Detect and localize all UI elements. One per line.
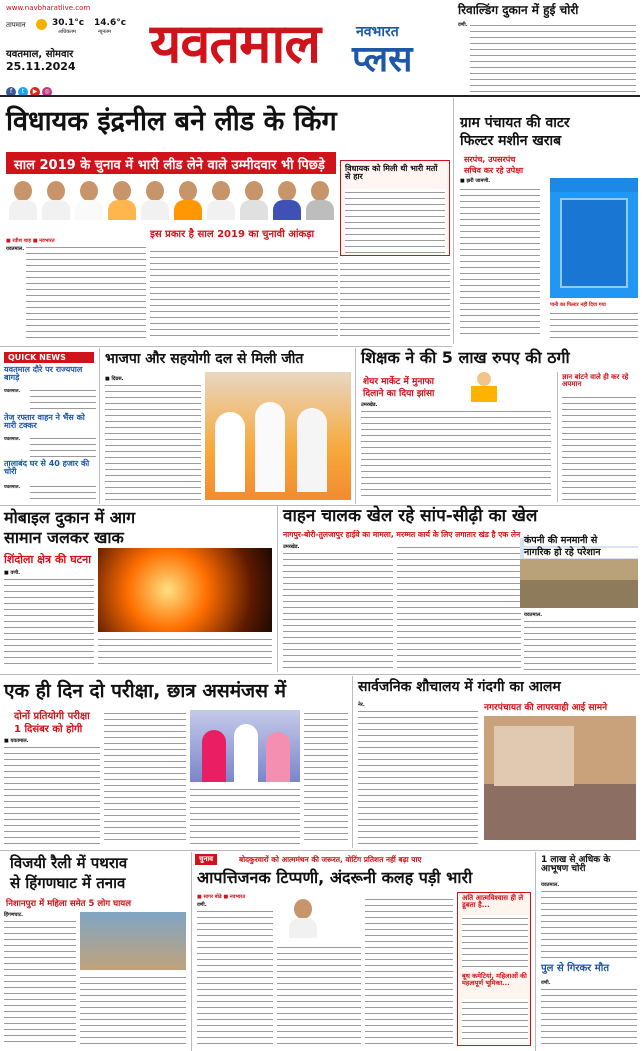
headline: वाहन चालक खेल रहे सांप-सीढ़ी का खेल	[283, 506, 538, 526]
headline-line-2: से हिंगणघाट में तनाव	[10, 874, 126, 892]
story-two-exams	[0, 676, 350, 848]
story-bjp-victory	[101, 348, 353, 504]
story-teacher-fraud	[357, 348, 640, 504]
subhead: शिंदोला क्षेत्र की घटना	[4, 553, 92, 566]
photo-caption: पानी का फिल्टर नहीं दिया गया	[550, 302, 606, 308]
headline: रिवाल्डिंग दुकान में हुई चोरी	[458, 3, 579, 17]
brand-navbharat: नवभारत	[356, 24, 399, 40]
weather-box	[6, 18, 146, 40]
water-filter-photo	[550, 178, 638, 298]
headline-line-2: फिल्टर मशीन खराब	[460, 133, 562, 149]
subhead-line-2: 1 दिसंबर को होगी	[14, 724, 83, 735]
temperature-label: तापमान	[6, 21, 26, 29]
dateline: हिंगणघाट.	[4, 912, 24, 918]
subhead-line-2: दिलाने का दिया झांसा	[363, 389, 435, 399]
chart-title: इस प्रकार है साल 2019 का चुनावी आंकड़ा	[150, 229, 315, 240]
candidate-portrait	[237, 178, 271, 220]
candidate-portrait	[105, 178, 139, 220]
inset-heading-1: अति आत्मविश्वास ही ले डूबता है...	[462, 894, 524, 910]
quick-news-dateline: यवतमाल.	[4, 437, 21, 442]
politician-portrait	[283, 896, 323, 940]
temp-min-label: न्यूनतम	[98, 29, 111, 35]
lead-byline: ■ रवीश शाह ■ नवभारत	[6, 238, 55, 244]
kicker: बोदकुरवारों को आत्ममंथन की जरूरत, वोटिंग प्रतिशत नहीं बढ़ा पाए	[239, 855, 422, 864]
masthead	[0, 0, 448, 94]
dateline: ■ वणी.	[4, 570, 21, 576]
dateline: वणी.	[541, 980, 551, 986]
story-mobile-fire	[0, 506, 276, 672]
quick-news-column	[0, 348, 98, 504]
dateline: वणी.	[197, 902, 207, 908]
quick-news-dateline: यवतमाल.	[4, 485, 21, 490]
teacher-illustration	[469, 372, 501, 402]
inset-heading-2: बूथ कमेटियां, महिलाओं की महत्वपूर्ण भूमिका...	[462, 972, 527, 987]
lead-dateline: यवतमाल.	[6, 246, 25, 252]
subhead-line-1: शेयर मार्केट में मुनाफा	[363, 377, 434, 387]
story-bridge-death	[537, 962, 640, 1051]
brand-plus: प्लस	[352, 39, 413, 80]
story-jewelry-theft	[537, 852, 640, 962]
quick-news-label: QUICK NEWS	[4, 352, 94, 363]
dateline: ■ दिग्रस.	[105, 376, 124, 382]
story-water-filter	[456, 98, 640, 344]
facebook-icon[interactable]: f	[6, 87, 16, 97]
candidate-portrait	[6, 178, 40, 220]
edition-date: 25.11.2024	[6, 60, 76, 73]
headline-line-1: मोबाइल दुकान में आग	[4, 508, 136, 527]
candidate-portrait	[303, 178, 337, 220]
sidebar-heading: ज्ञान बांटने वाले ही कर रहे अपमान	[562, 373, 629, 389]
dateline: ■ यवतमाल.	[4, 738, 29, 744]
candidate-portraits	[6, 178, 336, 226]
headline: एक ही दिन दो परीक्षा, छात्र असमंजस में	[4, 680, 286, 702]
subhead: निशानपुरा में महिला समेत 5 लोग घायल	[6, 899, 131, 909]
section-tag: चुनाव	[195, 854, 217, 865]
students-photo	[190, 710, 300, 782]
headline-line-1: कंपनी की मनमानी से	[524, 536, 640, 546]
quick-news-headline: तेज रफ्तार वाहन ने भैंस को मारी टक्कर	[4, 413, 85, 431]
dateline: यवतमाल.	[524, 612, 543, 618]
lead-highlight-box	[340, 160, 450, 256]
headline: पुल से गिरकर मौत	[541, 963, 610, 974]
candidate-portrait	[39, 178, 73, 220]
edition-city-day: यवतमाल, सोमवार	[6, 49, 74, 60]
candidate-portrait	[72, 178, 106, 220]
headline-line-1: ग्राम पंचायत की वाटर	[460, 115, 570, 131]
quick-news-dateline: यवतमाल.	[4, 389, 21, 394]
instagram-icon[interactable]: ◎	[42, 87, 52, 97]
dateline: नेर.	[358, 702, 365, 708]
body-text	[470, 22, 636, 92]
candidate-portrait	[270, 178, 304, 220]
dateline: उमरखेड.	[361, 402, 378, 408]
youtube-icon[interactable]: ▶	[30, 87, 40, 97]
sidebar-box	[557, 372, 637, 502]
celebration-photo	[205, 372, 351, 500]
story-theft-welding	[454, 0, 640, 94]
lead-subhead: साल 2019 के चुनाव में भारी लीड लेने वाले उम्मीदवार भी पिछड़े	[6, 152, 336, 174]
dateline: ■ झरी जामणी.	[460, 178, 491, 184]
headline: शिक्षक ने की 5 लाख रुपए की ठगी	[361, 348, 570, 367]
story-public-toilet	[354, 676, 640, 848]
headline-line-1: विजयी रैली में पथराव	[10, 854, 128, 872]
headline: सार्वजनिक शौचालय में गंदगी का आलम	[358, 679, 561, 695]
headline: 1 लाख से अधिक के आभूषण चोरी	[541, 855, 611, 875]
candidate-portrait	[138, 178, 172, 220]
masthead-title: यवतमाल	[150, 12, 321, 75]
temp-max-label: अधिकतम	[58, 29, 76, 35]
inset-box	[457, 892, 531, 1046]
headline-line-2: नागरिक हो रहे परेशान	[524, 548, 640, 558]
subhead: नागपुर-बोरी-तुलजापुर हाईवे का मामला, मरम्मत कार्य के लिए लगातार खंड है एक लेन	[283, 530, 521, 539]
fire-photo	[98, 548, 272, 632]
candidate-portrait	[171, 178, 205, 220]
subhead-line-1: दोनों प्रतियोगी परीक्षा	[14, 711, 90, 722]
temp-max-value: 30.1°c	[52, 18, 85, 28]
headline: आपत्तिजनक टिप्पणी, अंदरूनी कलह पड़ी भारी	[197, 868, 473, 887]
story-congress-loss	[193, 852, 533, 1051]
story-lead	[0, 98, 452, 346]
lead-headline: विधायक इंद्रनील बने लीड के किंग	[6, 106, 337, 137]
candidate-portrait	[204, 178, 238, 220]
quick-news-headline: तालाबंद घर से 40 हजार की चोरी	[4, 459, 90, 477]
headline-line-2: सामान जलकर खाक	[4, 528, 124, 547]
quick-news-headline: यवतमाल दौरे पर राज्यपाल बागड़े	[4, 365, 83, 383]
box-title: विधायक को मिली थी भारी मतों से हार	[345, 164, 438, 182]
subhead-line-1: सरपंच, उपसरपंच	[464, 155, 516, 164]
twitter-icon[interactable]: t	[18, 87, 28, 97]
sun-icon	[36, 19, 47, 30]
dateline: उमरखेड.	[283, 544, 300, 550]
dateline: यवतमाल.	[541, 882, 560, 888]
toilet-photo	[484, 716, 636, 840]
temp-min-value: 14.6°c	[94, 18, 127, 28]
subhead-line-2: सचिव कर रहे उपेक्षा	[464, 166, 524, 175]
website-url[interactable]: www.navbharatlive.com	[6, 4, 91, 12]
headline: भाजपा और सहयोगी दल से मिली जीत	[105, 351, 304, 367]
story-rally-stone-pelting	[0, 852, 190, 1051]
rally-photo	[80, 912, 186, 970]
byline: ■ सागर बोढे ■ नवभारत	[197, 894, 246, 900]
story-company-harassment	[520, 535, 640, 672]
subhead: नगरपंचायत की लापरवाही आई सामने	[484, 703, 608, 713]
dateline: वणी.	[458, 22, 468, 28]
